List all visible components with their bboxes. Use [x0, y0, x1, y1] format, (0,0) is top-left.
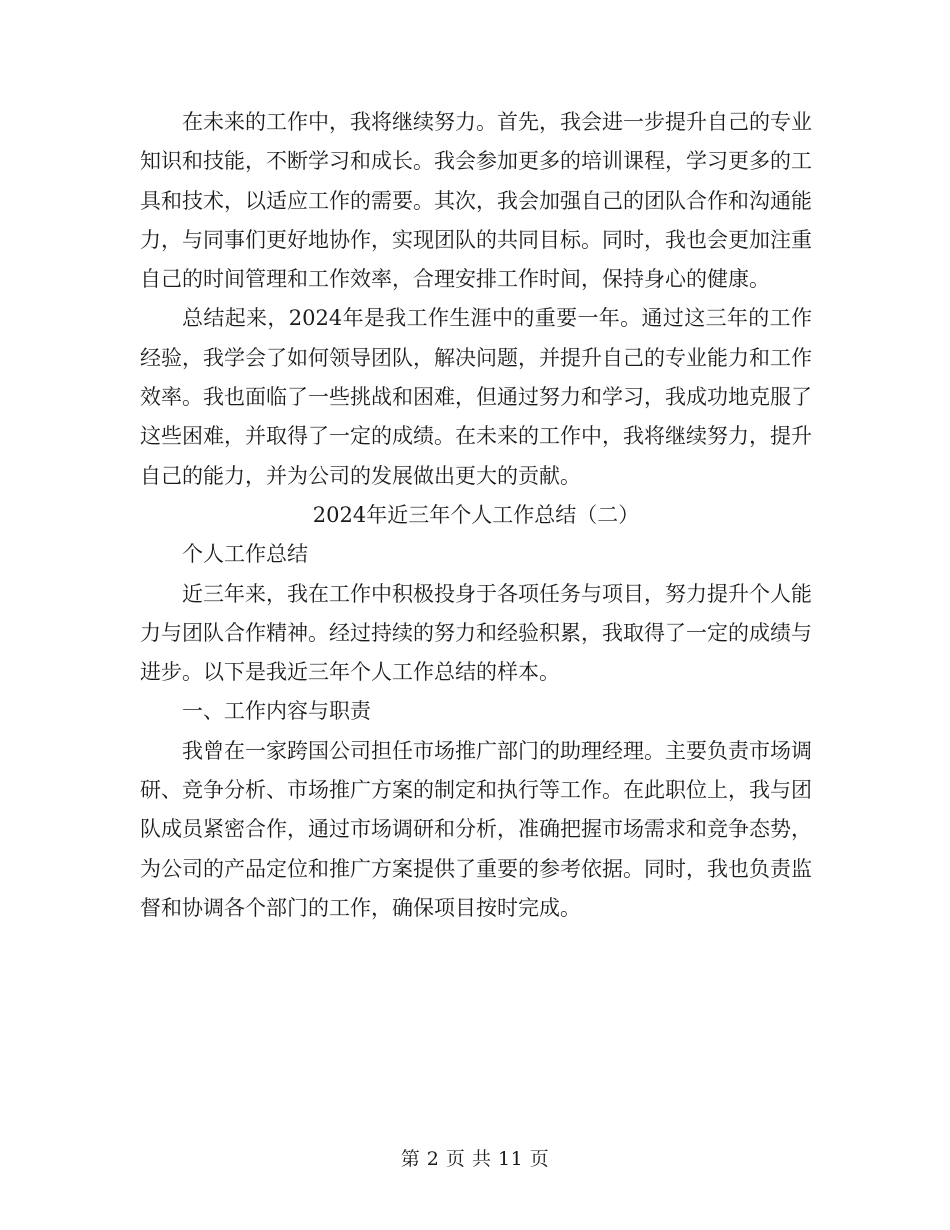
subtitle: 个人工作总结 — [182, 542, 308, 567]
paragraph-intro: 近三年来，我在工作中积极投身于各项任务与项目，努力提升个人能力与团队合作精神。经过持续的努力和经验积累，我取得了一定的成绩与进步。以下是我近三年个人工作总结的样本。 — [140, 581, 812, 685]
paragraph-future-plans: 在未来的工作中，我将继续努力。首先，我会进一步提升自己的专业知识和技能，不断学习和成长。我会参加更多的培训课程，学习更多的工具和技术，以适应工作的需要。其次，我会加强自己的团队合作和沟通能力，与同事们更好地协作，实现团队的共同目标。同时，我也会更加注重自己的时间管理和工作效率，合理安排工作时间，保持身心的健康。 — [140, 110, 812, 292]
paragraph-work-content: 我曾在一家跨国公司担任市场推广部门的助理经理。主要负责市场调研、竞争分析、市场推广方案的制定和执行等工作。在此职位上，我与团队成员紧密合作，通过市场调研和分析，准确把握市场需求和竞争态势，为公司的产品定位和推广方案提供了重要的参考依据。同时，我也负责监督和协调各个部门的工作，确保项目按时完成。 — [140, 738, 812, 920]
document-body — [140, 103, 812, 928]
heading-work-content: 一、工作内容与职责 — [182, 699, 371, 724]
paragraph-summary: 总结起来，2024年是我工作生涯中的重要一年。通过这三年的工作经验，我学会了如何领导团队，解决问题，并提升自己的专业能力和工作效率。我也面临了一些挑战和困难，但通过努力和学习，我成功地克服了这些困难，并取得了一定的成绩。在未来的工作中，我将继续努力，提升自己的能力，并为公司的发展做出更大的贡献。 — [140, 306, 812, 488]
section-title: 2024年近三年个人工作总结（二） — [312, 502, 640, 527]
page-footer: 第 2 页 共 11 页 — [400, 1148, 550, 1170]
